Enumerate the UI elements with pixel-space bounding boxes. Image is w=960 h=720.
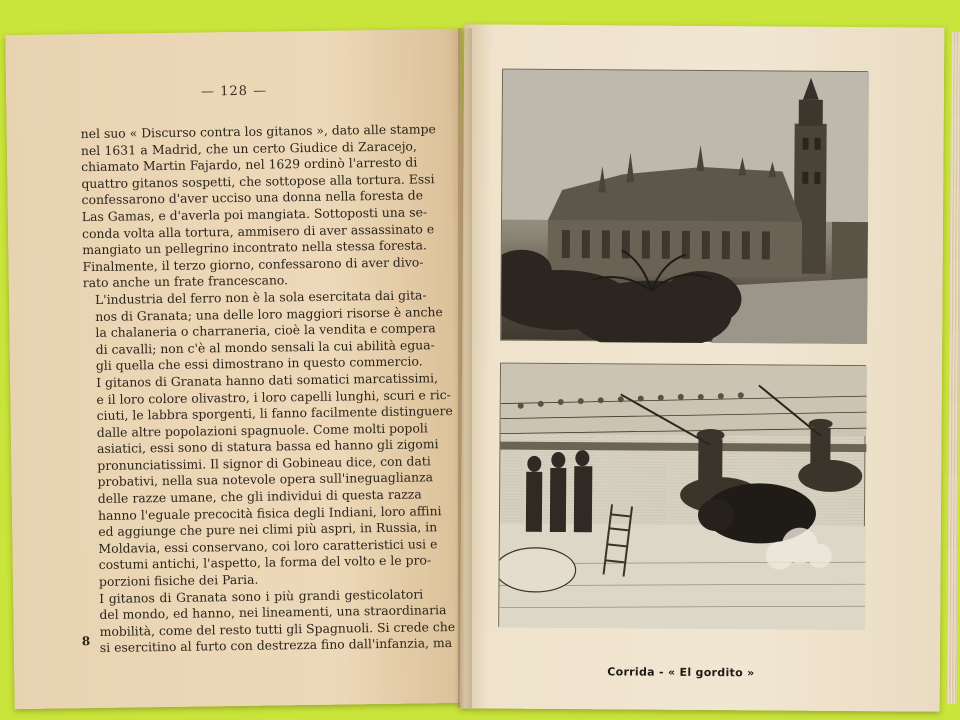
text-line: L'industria del ferro non è la sola esercitata dai gita- (94, 287, 427, 307)
text-line: I gitanos di Granata hanno dati somatici marcatissimi, (96, 370, 439, 390)
cathedral-figure (500, 69, 868, 344)
text-line: mobilità, come del resto tutti gli Spagnuoli. Si crede che (99, 618, 456, 639)
text-line: probativi, nella sua notevole opera sull'ineguaglianza (97, 469, 434, 490)
cathedral-photo (500, 69, 868, 344)
text-line: la chalaneria o charraneria, cioè la vendita e compera (95, 320, 436, 341)
signature-mark: 8 (81, 634, 91, 649)
left-page (5, 29, 470, 709)
text-line: I gitanos di Granata sono i più grandi gesticolatori (99, 586, 424, 606)
corrida-caption: Corrida - « El gordito » (607, 665, 755, 680)
paragraph (87, 586, 456, 657)
text-line: si esercitino al furto con destrezza fino dall'infanzia, ma (99, 635, 453, 656)
paragraph (84, 370, 453, 590)
text-line: Moldavia, essi conservano, coi loro caratteristici usi e (98, 536, 438, 556)
text-line: e il loro colore olivastro, i loro capelli lunghi, scuri e ric- (96, 386, 451, 407)
text-line: hanno l'eguale precocità fisica degli Indiani, loro affini (97, 502, 442, 523)
text-line: Las Gamas, e d'averla poi mangiata. Sottoposti una se- (81, 204, 428, 225)
text-line: asiatici, essi sono di statura bassa ed hanno gli zigomi (96, 436, 439, 457)
text-line: nel 1631 a Madrid, che un certo Giudice di Zaracejo, (80, 138, 418, 158)
text-line: del mondo, ed hanno, nei lineamenti, una straordinaria (99, 602, 447, 623)
text-line: dalle altre popolazioni spagnuole. Come molti popoli (96, 420, 428, 440)
text-line: nos di Granata; una delle loro maggiori risorse è anche (95, 303, 443, 324)
cathedral-illustration (501, 70, 869, 345)
text-line: gli quella che essi dimostrano in questo commercio. (95, 353, 423, 374)
text-line: chiamato Martin Fajardo, nel 1629 ordinò l'arresto di (81, 154, 418, 175)
paragraph (80, 121, 436, 292)
corrida-illustration (499, 364, 867, 631)
text-line: mangiato un pellegrino incontrato nella stessa foresta. (82, 237, 428, 258)
right-page (460, 24, 945, 711)
text-line: pronunciatissimi. Il signor di Gobineau dice, con dati (97, 453, 431, 473)
paragraph (83, 287, 443, 375)
text-line: ed aggiunge che pure nei climi più aspri, in Russia, in (98, 519, 438, 540)
text-line: porzioni fisiche dei Paria. (98, 571, 259, 589)
text-line: ciuti, le labbra sporgenti, li fanno facilmente distinguere (96, 403, 453, 424)
page-number: — 128 — (200, 83, 268, 100)
text-line: conda volta alla tortura, ammisero di aver assassinato e (81, 220, 435, 241)
body-text (80, 121, 456, 657)
corrida-engraving (498, 363, 866, 630)
text-line: delle razze umane, che gli individui di questa razza (97, 486, 422, 507)
text-line: di cavalli; non c'è al mondo sensali la cui abilità egua- (95, 336, 435, 357)
text-line: costumi antichi, l'aspetto, la forma del volto e le pro- (98, 552, 432, 573)
text-line: confessarono d'aver ucciso una donna nella foresta de (81, 187, 424, 208)
open-book (6, 26, 951, 710)
page-edges (947, 32, 960, 704)
text-line: rato anche un frate francescano. (82, 272, 289, 291)
corrida-figure (498, 363, 866, 680)
text-line: nel suo « Discurso contra los gitanos », dato alle stampe (80, 121, 436, 142)
text-line: quattro gitanos sospetti, che sottopose alla tortura. Essi (81, 171, 435, 191)
book-gutter (458, 28, 472, 708)
text-line: Finalmente, il terzo giorno, confessarono di aver divo- (82, 254, 424, 274)
